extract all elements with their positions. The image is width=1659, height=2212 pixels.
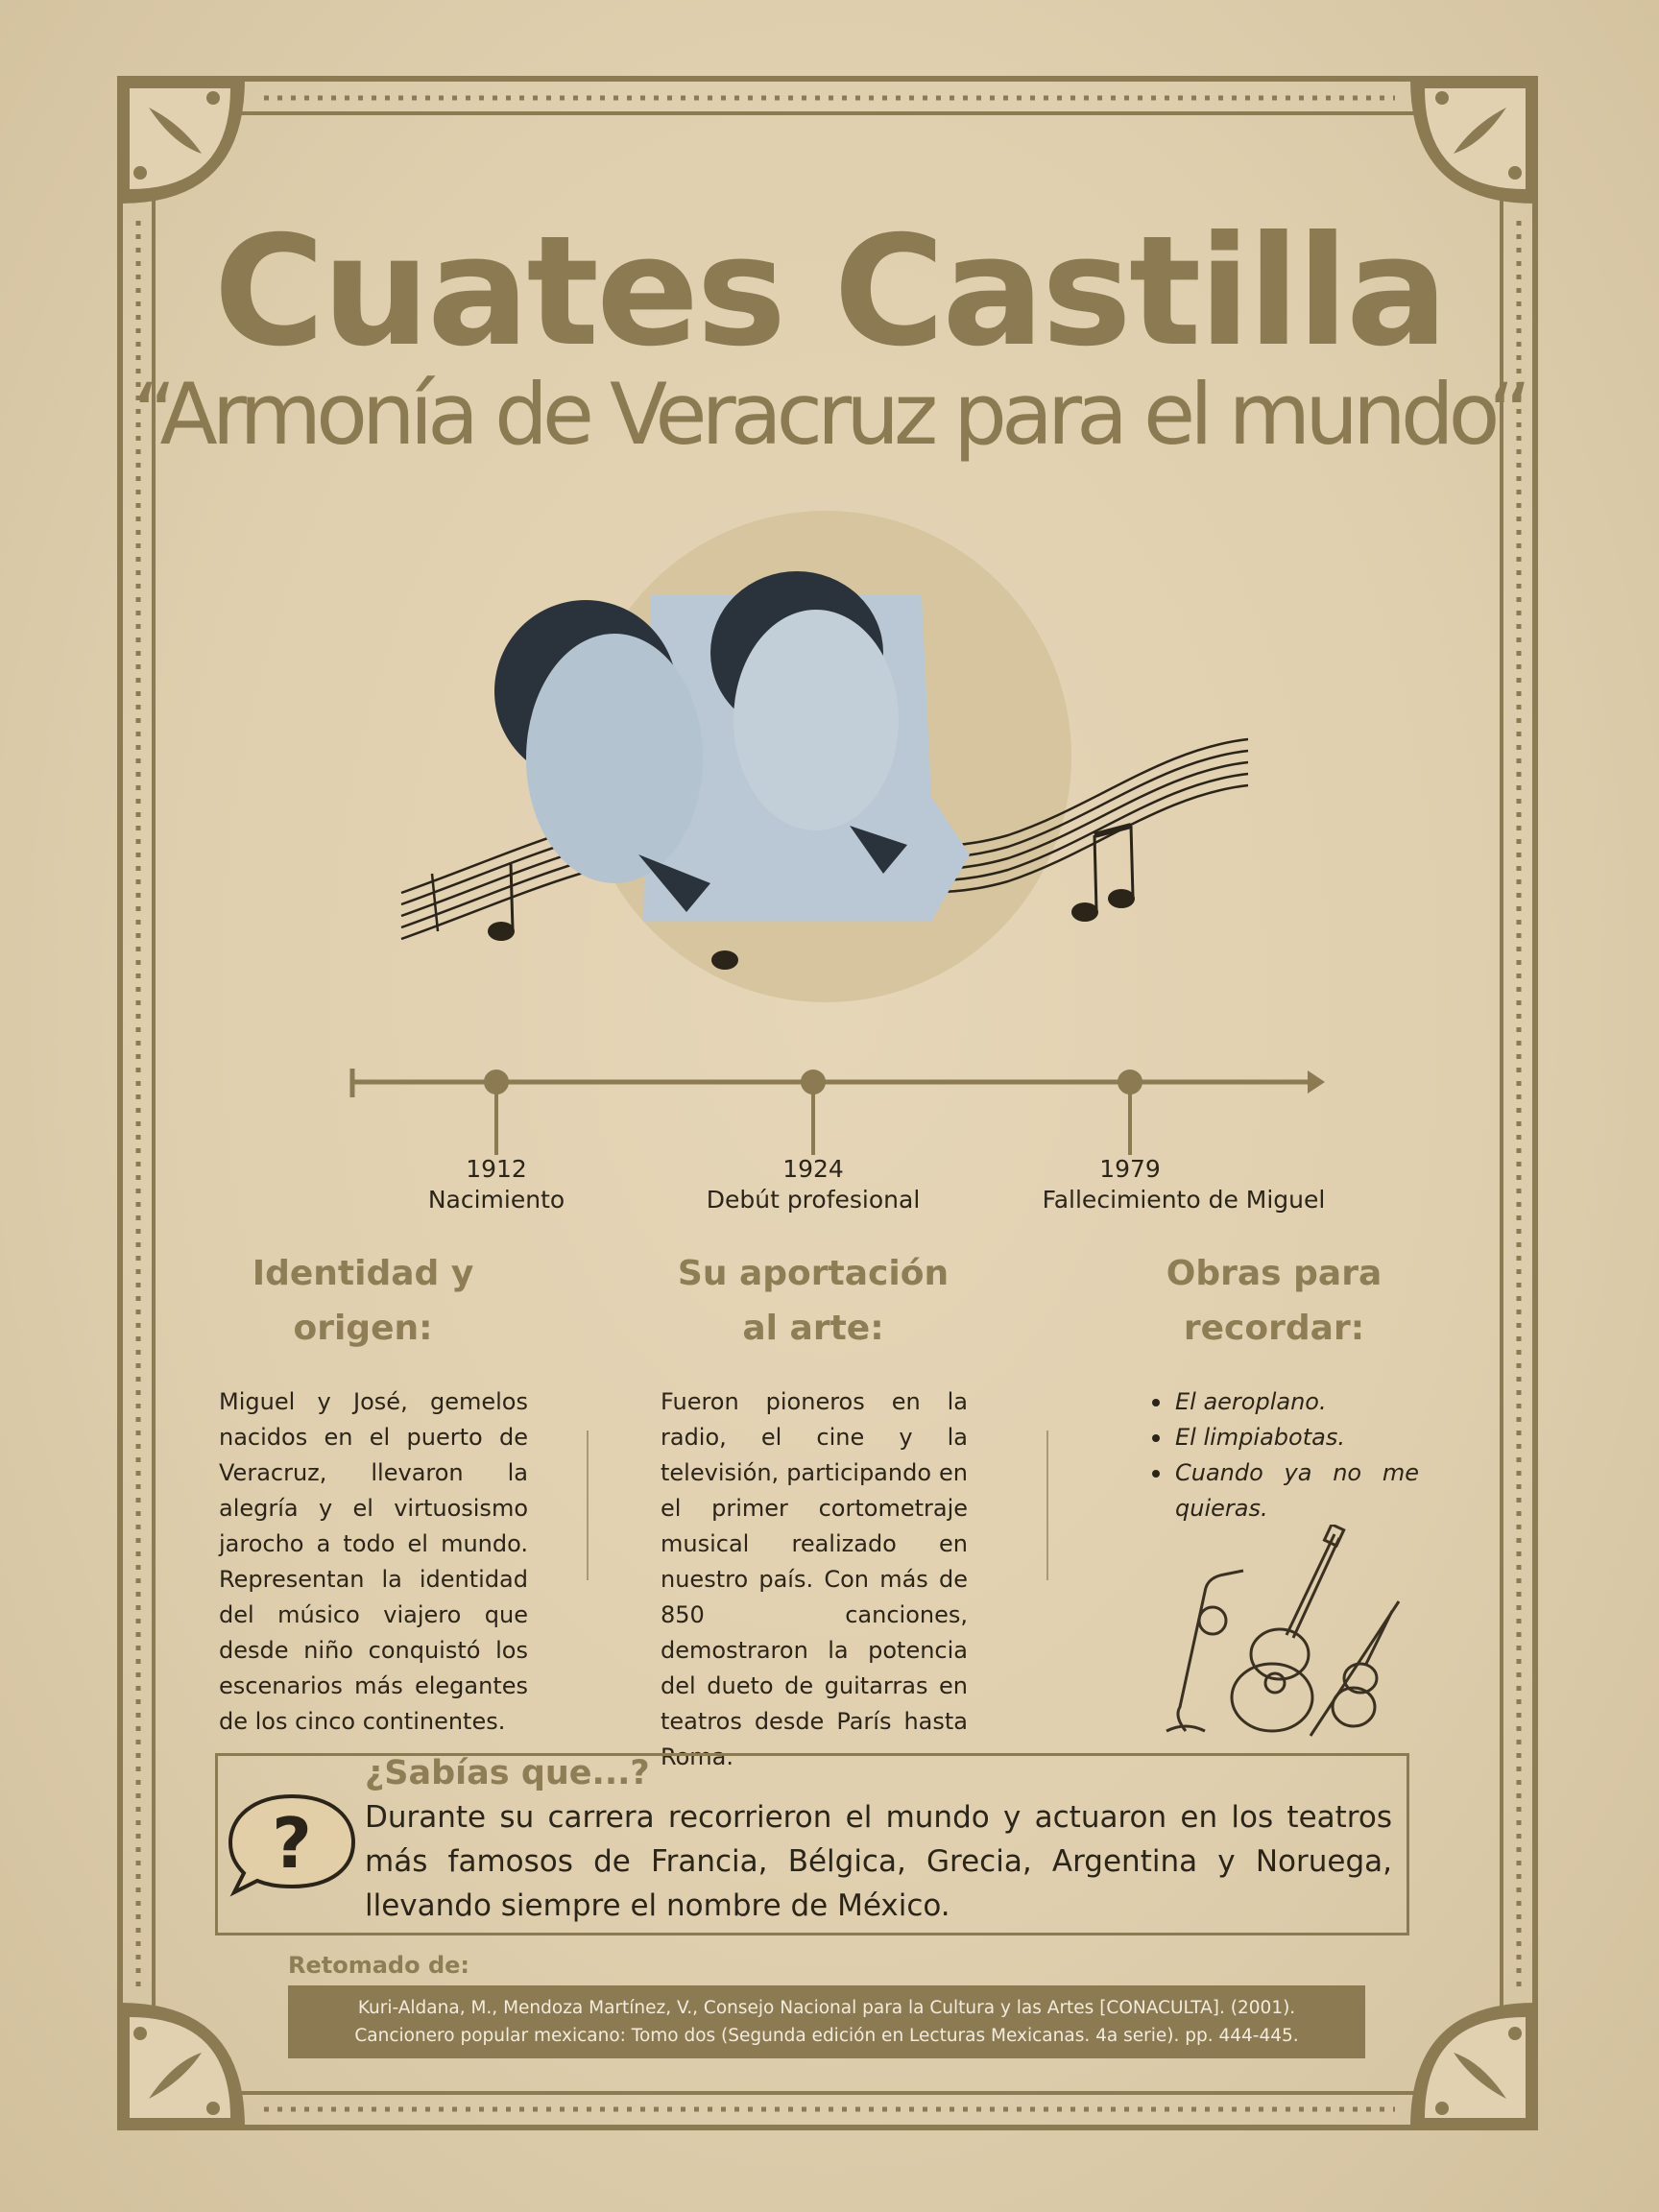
- corner-ornament-top-left-icon: [120, 79, 245, 204]
- timeline: [346, 1061, 1334, 1157]
- aportacion-heading-line1: Su aportación: [677, 1254, 950, 1293]
- identidad-heading: [200, 1246, 526, 1356]
- timeline-label: Fallecimiento de Miguel: [1042, 1186, 1326, 1214]
- corner-ornament-top-right-icon: [1410, 79, 1535, 204]
- aportacion-text: Fueron pioneros en la radio, el cine y la televisión, participando en el primer cortometraje musical realizado en nuestro país. Con más de 850 canciones, demostraron la potencia del dueto de guitarras en teatros desde París hasta Roma.: [661, 1388, 968, 1770]
- identidad-heading-line1: Identidad y: [252, 1254, 474, 1293]
- timeline-label: Nacimiento: [427, 1186, 565, 1214]
- timeline-label: Debút profesional: [706, 1186, 921, 1214]
- sabias-text: Durante su carrera recorrieron el mundo y actuaron en los teatros más famosos de Francia, Bélgica, Grecia, Argentina y Noruega, llevando siempre el nombre de México.: [365, 1800, 1392, 1923]
- reference-label: Retomado de:: [288, 1952, 469, 1979]
- obras-heading-line2: recordar:: [1183, 1309, 1365, 1348]
- twin-faces-photo: [494, 571, 970, 922]
- twin-portrait-illustration: [394, 509, 1258, 1008]
- instruments-icon: [1147, 1525, 1407, 1738]
- identidad-text: Miguel y José, gemelos nacidos en el puerto de Veracruz, llevaron la alegría y el virtuosismo jarocho a todo el mundo. Representan la identidad del músico viajero que desde niño conquistó los escenarios más elegantes de los cinco continentes.: [219, 1388, 528, 1735]
- obras-list: [1152, 1384, 1419, 1527]
- obras-heading: [1111, 1246, 1437, 1356]
- list-item: El aeroplano.: [1152, 1384, 1419, 1420]
- aportacion-heading-line2: al arte:: [742, 1309, 884, 1348]
- page-title: Cuates Castilla: [213, 204, 1446, 380]
- reference-text: Kuri-Aldana, M., Mendoza Martínez, V., Consejo Nacional para la Cultura y las Artes [CONACULTA]. (2001). Cancionero popular mexicano: Tomo dos (Segunda edición en Lecturas Mexicanas. 4a serie). pp. 444-445.: [288, 1985, 1365, 2058]
- svg-text:?: ?: [272, 1803, 312, 1884]
- column-divider: [1046, 1431, 1048, 1580]
- sabias-title: ¿Sabías que...?: [365, 1754, 650, 1792]
- timeline-year: 1924: [782, 1155, 844, 1183]
- corner-ornament-bottom-right-icon: [1410, 2003, 1535, 2128]
- timeline-year: 1979: [1099, 1155, 1161, 1183]
- list-item: El limpiabotas.: [1152, 1420, 1419, 1455]
- question-bubble-icon: [227, 1791, 357, 1898]
- identidad-heading-line2: origen:: [293, 1309, 433, 1348]
- aportacion-heading: [650, 1246, 976, 1356]
- list-item: Cuando ya no me quieras.: [1152, 1455, 1419, 1527]
- page-subtitle: “Armonía de Veracruz para el mundo“: [132, 365, 1527, 464]
- corner-ornament-bottom-left-icon: [120, 2003, 245, 2128]
- timeline-year: 1912: [466, 1155, 527, 1183]
- obras-heading-line1: Obras para: [1166, 1254, 1382, 1293]
- column-divider: [587, 1431, 589, 1580]
